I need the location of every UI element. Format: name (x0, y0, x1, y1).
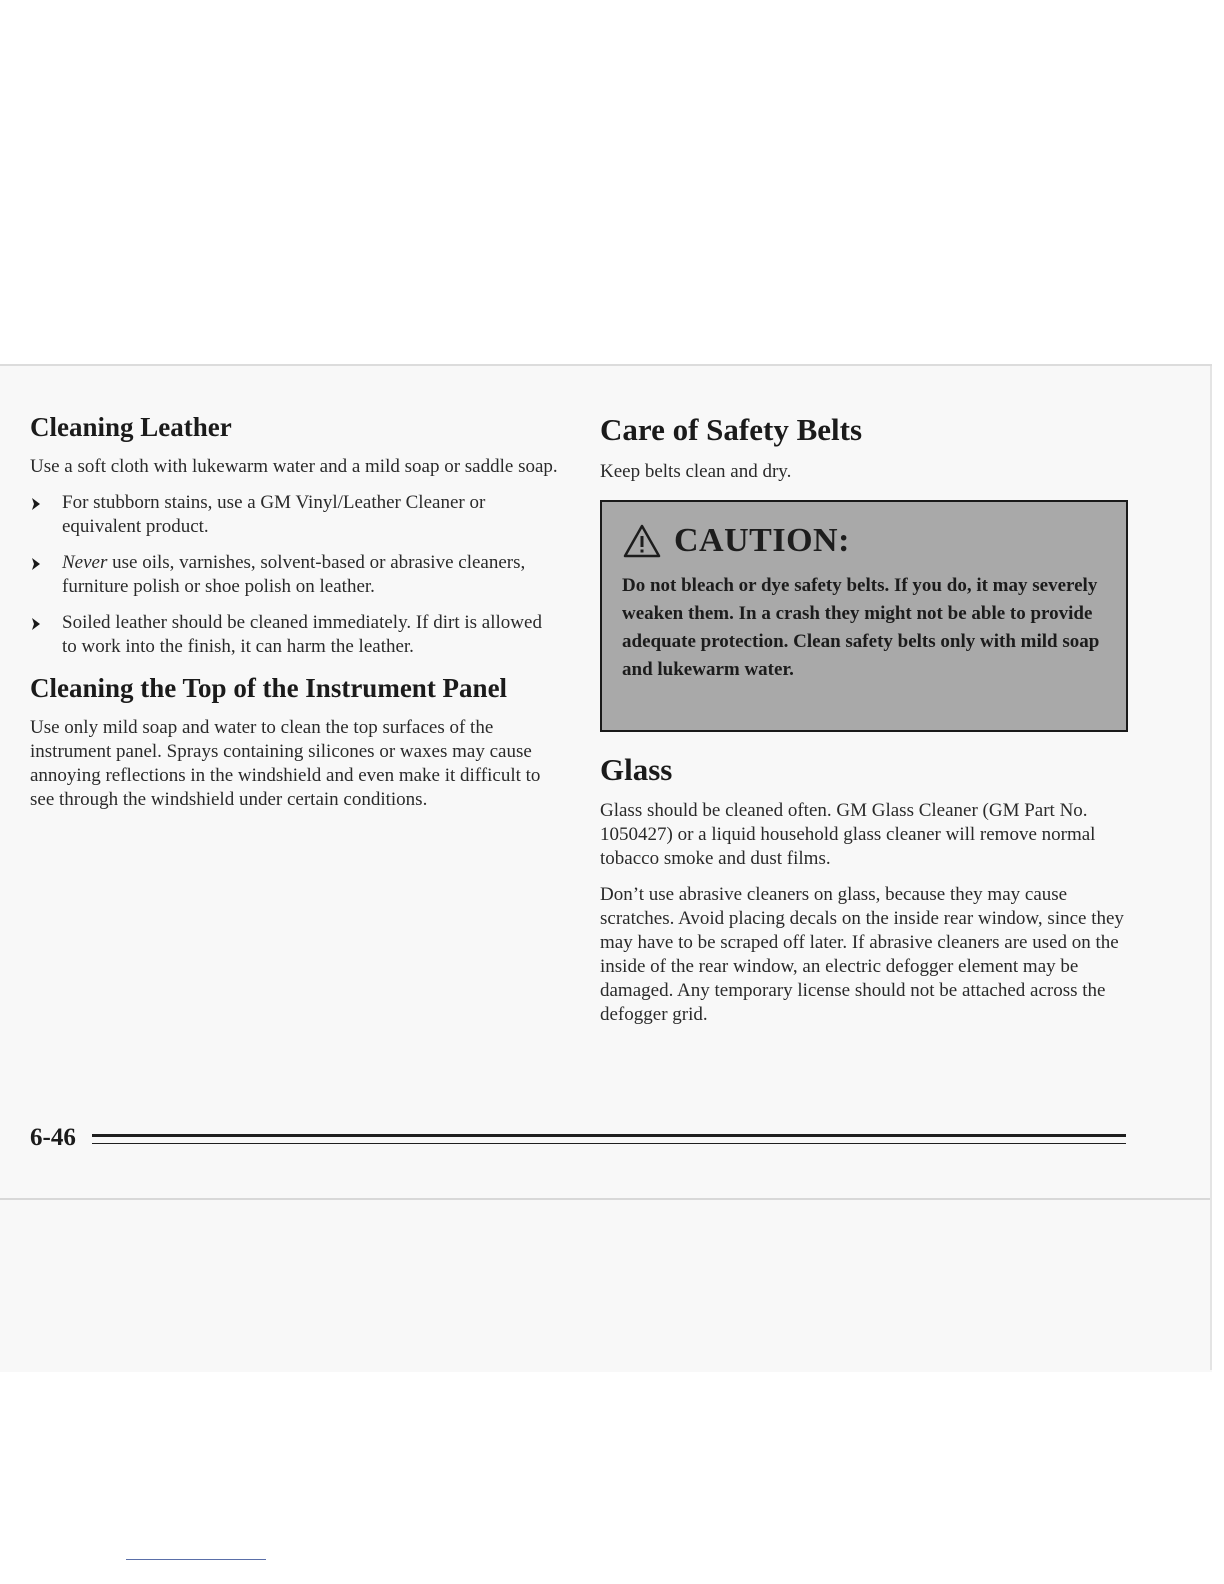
warning-triangle-icon (622, 523, 662, 559)
bottom-rule (126, 1559, 266, 1560)
cleaning-leather-section (30, 412, 560, 659)
left-column (30, 412, 560, 824)
instrument-panel-heading: Cleaning the Top of the Instrument Panel (30, 673, 508, 704)
band-right-edge (1210, 366, 1212, 1370)
bullet-icon (30, 616, 42, 632)
instrument-panel-body: Use only mild soap and water to clean the top surfaces of the instrument panel. Sprays containing silicones or waxes may cause annoying reflections in the windshield and even make it difficult to see through the windshield under certain conditions. (30, 717, 541, 811)
bullet-emphasis: Never (62, 552, 108, 574)
list-item (30, 551, 560, 599)
cleaning-leather-bullet-list (30, 491, 560, 659)
bullet-text: Soiled leather should be cleaned immediately. If dirt is allowed to work into the finish, it can harm the leather. (62, 612, 542, 658)
bullet-icon (30, 556, 42, 572)
safety-belts-heading: Care of Safety Belts (600, 412, 863, 447)
glass-section (600, 752, 1130, 1028)
page-number: 6-46 (30, 1124, 76, 1151)
cleaning-leather-intro: Use a soft cloth with lukewarm water and a mild soap or saddle soap. (30, 456, 558, 478)
bullet-icon (30, 496, 42, 512)
band-lower-rule (0, 1198, 1212, 1200)
glass-paragraph: Don’t use abrasive cleaners on glass, because they may cause scratches. Avoid placing decals on the inside rear window, since they may have to be scraped off later. If abrasive cleaners are used on the inside of the rear window, an electric defogger element may be damaged. Any temporary license should not be attached across the defogger grid. (600, 884, 1124, 1026)
instrument-panel-section (30, 673, 560, 812)
safety-belts-body: Keep belts clean and dry. (600, 460, 792, 482)
cleaning-leather-heading: Cleaning Leather (30, 412, 232, 442)
caution-title-row (622, 522, 1104, 560)
caution-text: Do not bleach or dye safety belts. If you do, it may severely weaken them. In a crash they might not be able to provide adequate protection. Clean safety belts only with mild soap and lukewarm water. (622, 574, 1100, 680)
glass-paragraph: Glass should be cleaned often. GM Glass Cleaner (GM Part No. 1050427) or a liquid household glass cleaner will remove normal tobacco smoke and dust films. (600, 800, 1096, 870)
list-item (30, 611, 560, 659)
caution-box (600, 500, 1128, 732)
footer-rule (92, 1134, 1126, 1144)
caution-title: CAUTION: (674, 521, 850, 559)
right-column (600, 412, 1130, 1039)
list-item (30, 491, 560, 539)
safety-belts-section (600, 412, 1130, 484)
bullet-text: use oils, varnishes, solvent-based or abrasive cleaners, furniture polish or shoe polish on leather. (62, 552, 526, 598)
glass-heading: Glass (600, 751, 673, 787)
bullet-text: For stubborn stains, use a GM Vinyl/Leather Cleaner or equivalent product. (62, 492, 486, 538)
